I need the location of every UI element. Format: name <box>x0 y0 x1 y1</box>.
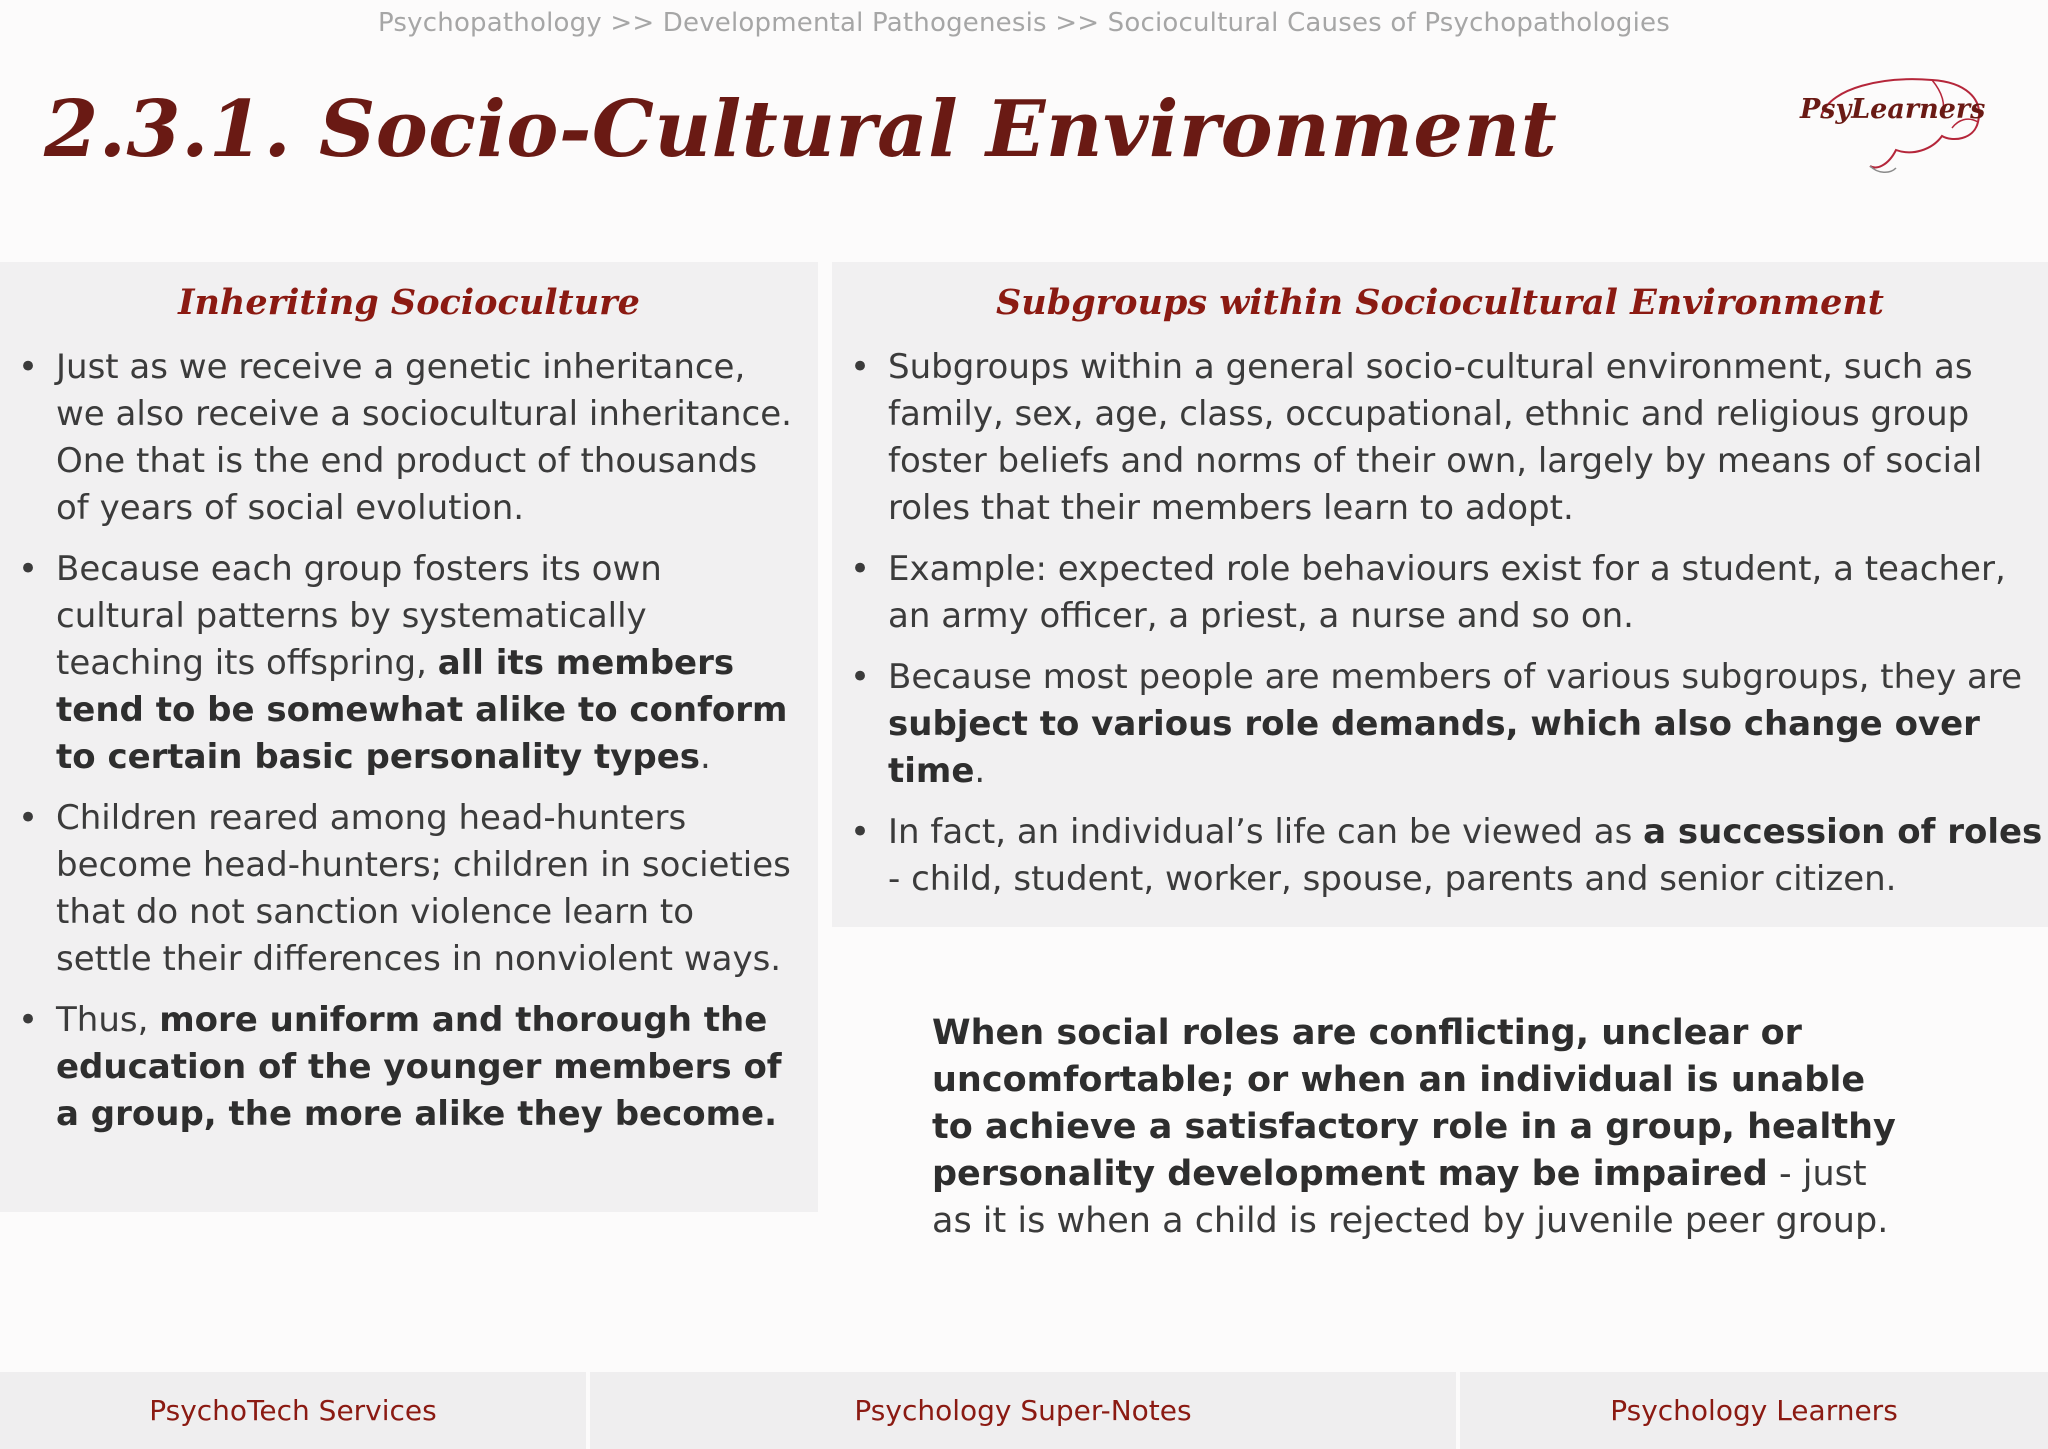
text-run: In fact, an individual’s life can be viewed as <box>888 812 1644 852</box>
emphasized-text: all its members tend to be somewhat alike to conform to certain basic personality types <box>56 643 788 777</box>
text-run: Thus, <box>56 1000 160 1040</box>
bullet-icon: • <box>18 1000 39 1040</box>
text-run: . <box>974 751 986 791</box>
conclusion-text <box>932 1010 1912 1245</box>
page-title: 2.3.1. Socio-Cultural Environment <box>44 84 1558 175</box>
bullet-icon: • <box>18 347 39 387</box>
text-run: Because each group fosters its own cultural patterns by systematically teaching its offspring, <box>56 549 662 683</box>
bullet-list <box>850 344 2046 917</box>
emphasized-text: a succession of roles <box>1643 812 2043 852</box>
panel-heading: Subgroups within Sociocultural Environment <box>996 282 1884 323</box>
bullet-item <box>18 344 798 532</box>
bullet-icon: • <box>850 347 871 387</box>
bullet-item <box>850 344 2046 532</box>
bullet-item <box>18 546 798 781</box>
text-run: Subgroups within a general socio-cultural environment, such as family, sex, age, class, occupational, ethnic and religious group foster beliefs and norms of their own, largely by means of social roles that their members learn to adopt. <box>888 347 1983 528</box>
bullet-icon: • <box>850 657 871 697</box>
bullet-icon: • <box>850 549 871 589</box>
logo-text: PsyLearners <box>1800 94 1986 125</box>
footer-psychology-super-notes[interactable]: Psychology Super-Notes <box>590 1372 1456 1449</box>
brain-outline-icon <box>1792 70 1992 180</box>
bullet-item <box>850 809 2046 903</box>
text-run: Because most people are members of various subgroups, they are <box>888 657 2023 697</box>
bullet-item <box>18 795 798 983</box>
text-run: Children reared among head-hunters become head-hunters; children in societies that do not sanction violence learn to settle their differences in nonviolent ways. <box>56 798 791 979</box>
logo <box>1792 70 1992 180</box>
footer <box>0 1372 2048 1449</box>
footer-psychology-learners[interactable]: Psychology Learners <box>1460 1372 2048 1449</box>
emphasized-text: subject to various role demands, which also change over time <box>888 704 1980 791</box>
footer-psychotech-services[interactable]: PsychoTech Services <box>0 1372 586 1449</box>
bullet-icon: • <box>18 798 39 838</box>
bullet-item <box>850 546 2046 640</box>
panel-heading: Inheriting Socioculture <box>178 282 640 323</box>
bullet-icon: • <box>18 549 39 589</box>
text-run: - just as it is when a child is rejected by juvenile peer group. <box>932 1154 1889 1241</box>
emphasized-text: more uniform and thorough the education of the younger members of a group, the more alike they become. <box>56 1000 782 1134</box>
text-run: Example: expected role behaviours exist for a student, a teacher, an army officer, a priest, a nurse and so on. <box>888 549 2006 636</box>
emphasized-text: When social roles are conflicting, unclear or uncomfortable; or when an individual is unable to achieve a satisfactory role in a group, healthy personality development may be impaired <box>932 1013 1896 1194</box>
bullet-icon: • <box>850 812 871 852</box>
text-run: - child, student, worker, spouse, parents and senior citizen. <box>888 859 1897 899</box>
text-run: Just as we receive a genetic inheritance, we also receive a sociocultural inheritance. One that is the end product of thousands of years of social evolution. <box>56 347 792 528</box>
bullet-list <box>18 344 798 1152</box>
bullet-item <box>18 997 798 1138</box>
subgroups-panel <box>832 262 2048 927</box>
inheriting-socioculture-panel <box>0 262 818 1212</box>
text-run: . <box>700 737 711 777</box>
breadcrumb: Psychopathology >> Developmental Pathogenesis >> Sociocultural Causes of Psychopathologies <box>378 8 1670 38</box>
bullet-item <box>850 654 2046 795</box>
